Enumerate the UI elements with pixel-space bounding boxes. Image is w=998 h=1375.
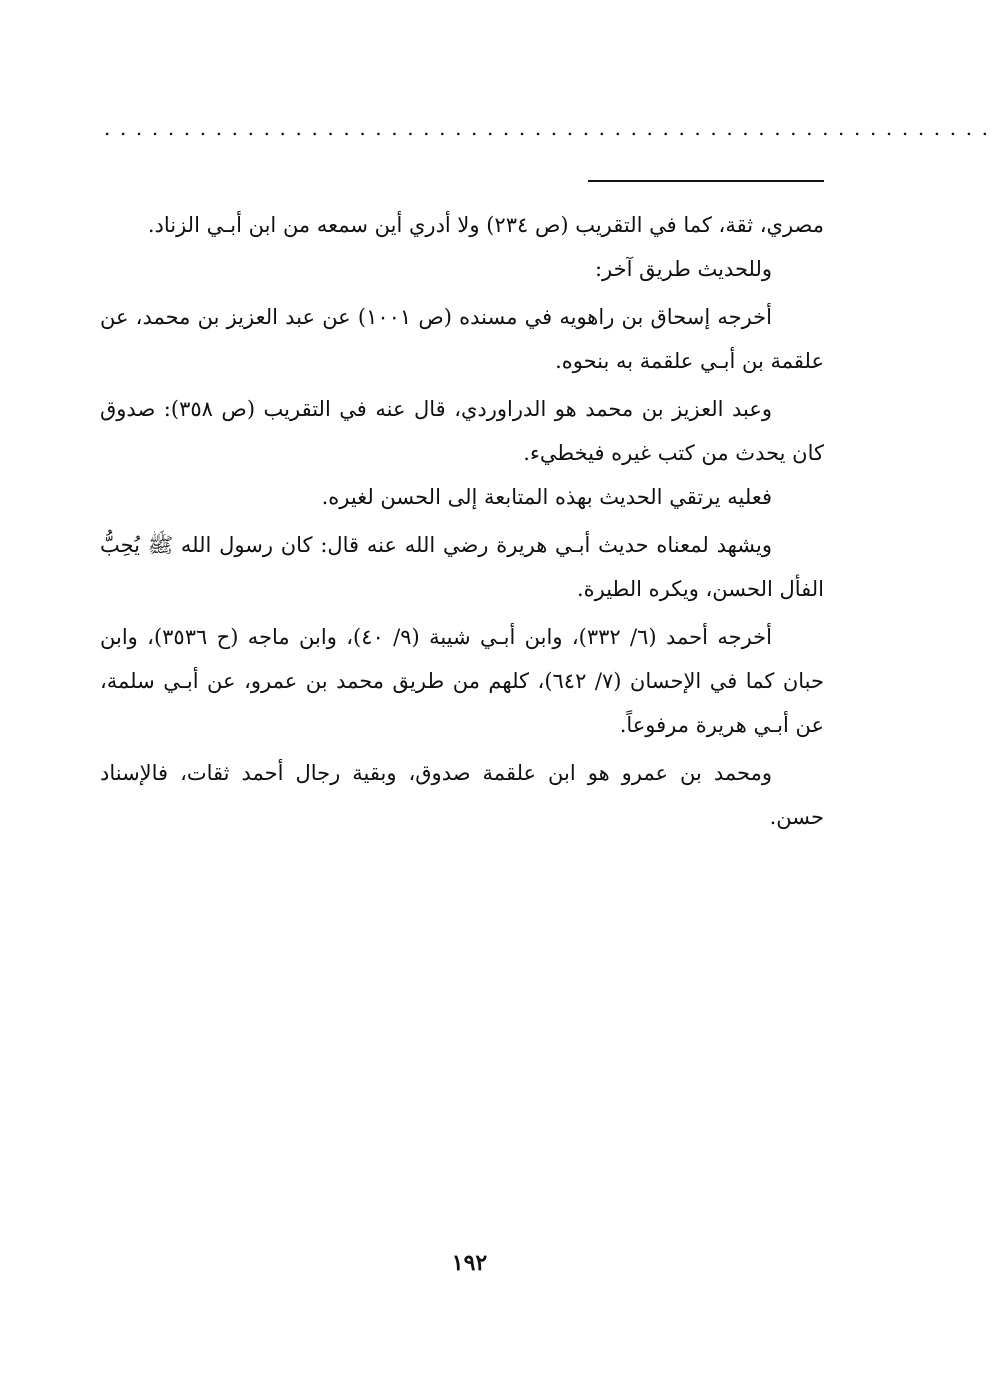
paragraph-sources: أخرجه أحمد (٦/ ٣٣٢)، وابن أبـي شيبة (٩/ ٤٠)، وابن ماجه (ح ٣٥٣٦)، وابن حبان كما في الإحسان (٧/ ٦٤٢)، كلهم من طريق محمد بن عمرو، عن أبـي سلمة، عن أبـي هريرة مرفوعاً.	[100, 625, 824, 737]
footnote-rule	[588, 180, 824, 182]
paragraph-another-route: وللحديث طريق آخر:	[594, 257, 772, 281]
paragraph-darawardi: وعبد العزيز بن محمد هو الدراوردي، قال عنه في التقريب (ص ٣٥٨): صدوق كان يحدث من كتب غيره فيخطيء.	[100, 397, 824, 465]
paragraph-ishaq: أخرجه إسحاق بن راهويه في مسنده (ص ١٠٠١) عن عبد العزيز بن محمد، عن علقمة بن أبـي علقمة به بنحوه.	[100, 305, 824, 373]
page-number: ١٩٢	[451, 1250, 488, 1276]
footnote-text-block	[100, 203, 824, 839]
paragraph-isnad-ruling: ومحمد بن عمرو هو ابن علقمة صدوق، وبقية رجال أحمد ثقات، فالإسناد حسن.	[100, 761, 824, 829]
paragraph-continuation: مصري، ثقة، كما في التقريب (ص ٢٣٤) ولا أدري أين سمعه من ابن أبـي الزناد.	[147, 213, 824, 237]
paragraph-witness-hadith: ويشهد لمعناه حديث أبـي هريرة رضي الله عنه قال: كان رسول الله ﷺ يُحِبُّ الفأل الحسن، ويكره الطيرة.	[100, 533, 824, 601]
paragraph-ruling: فعليه يرتقي الحديث بهذه المتابعة إلى الحسن لغيره.	[321, 485, 772, 509]
dotted-separator: ........................................................	[104, 116, 998, 140]
